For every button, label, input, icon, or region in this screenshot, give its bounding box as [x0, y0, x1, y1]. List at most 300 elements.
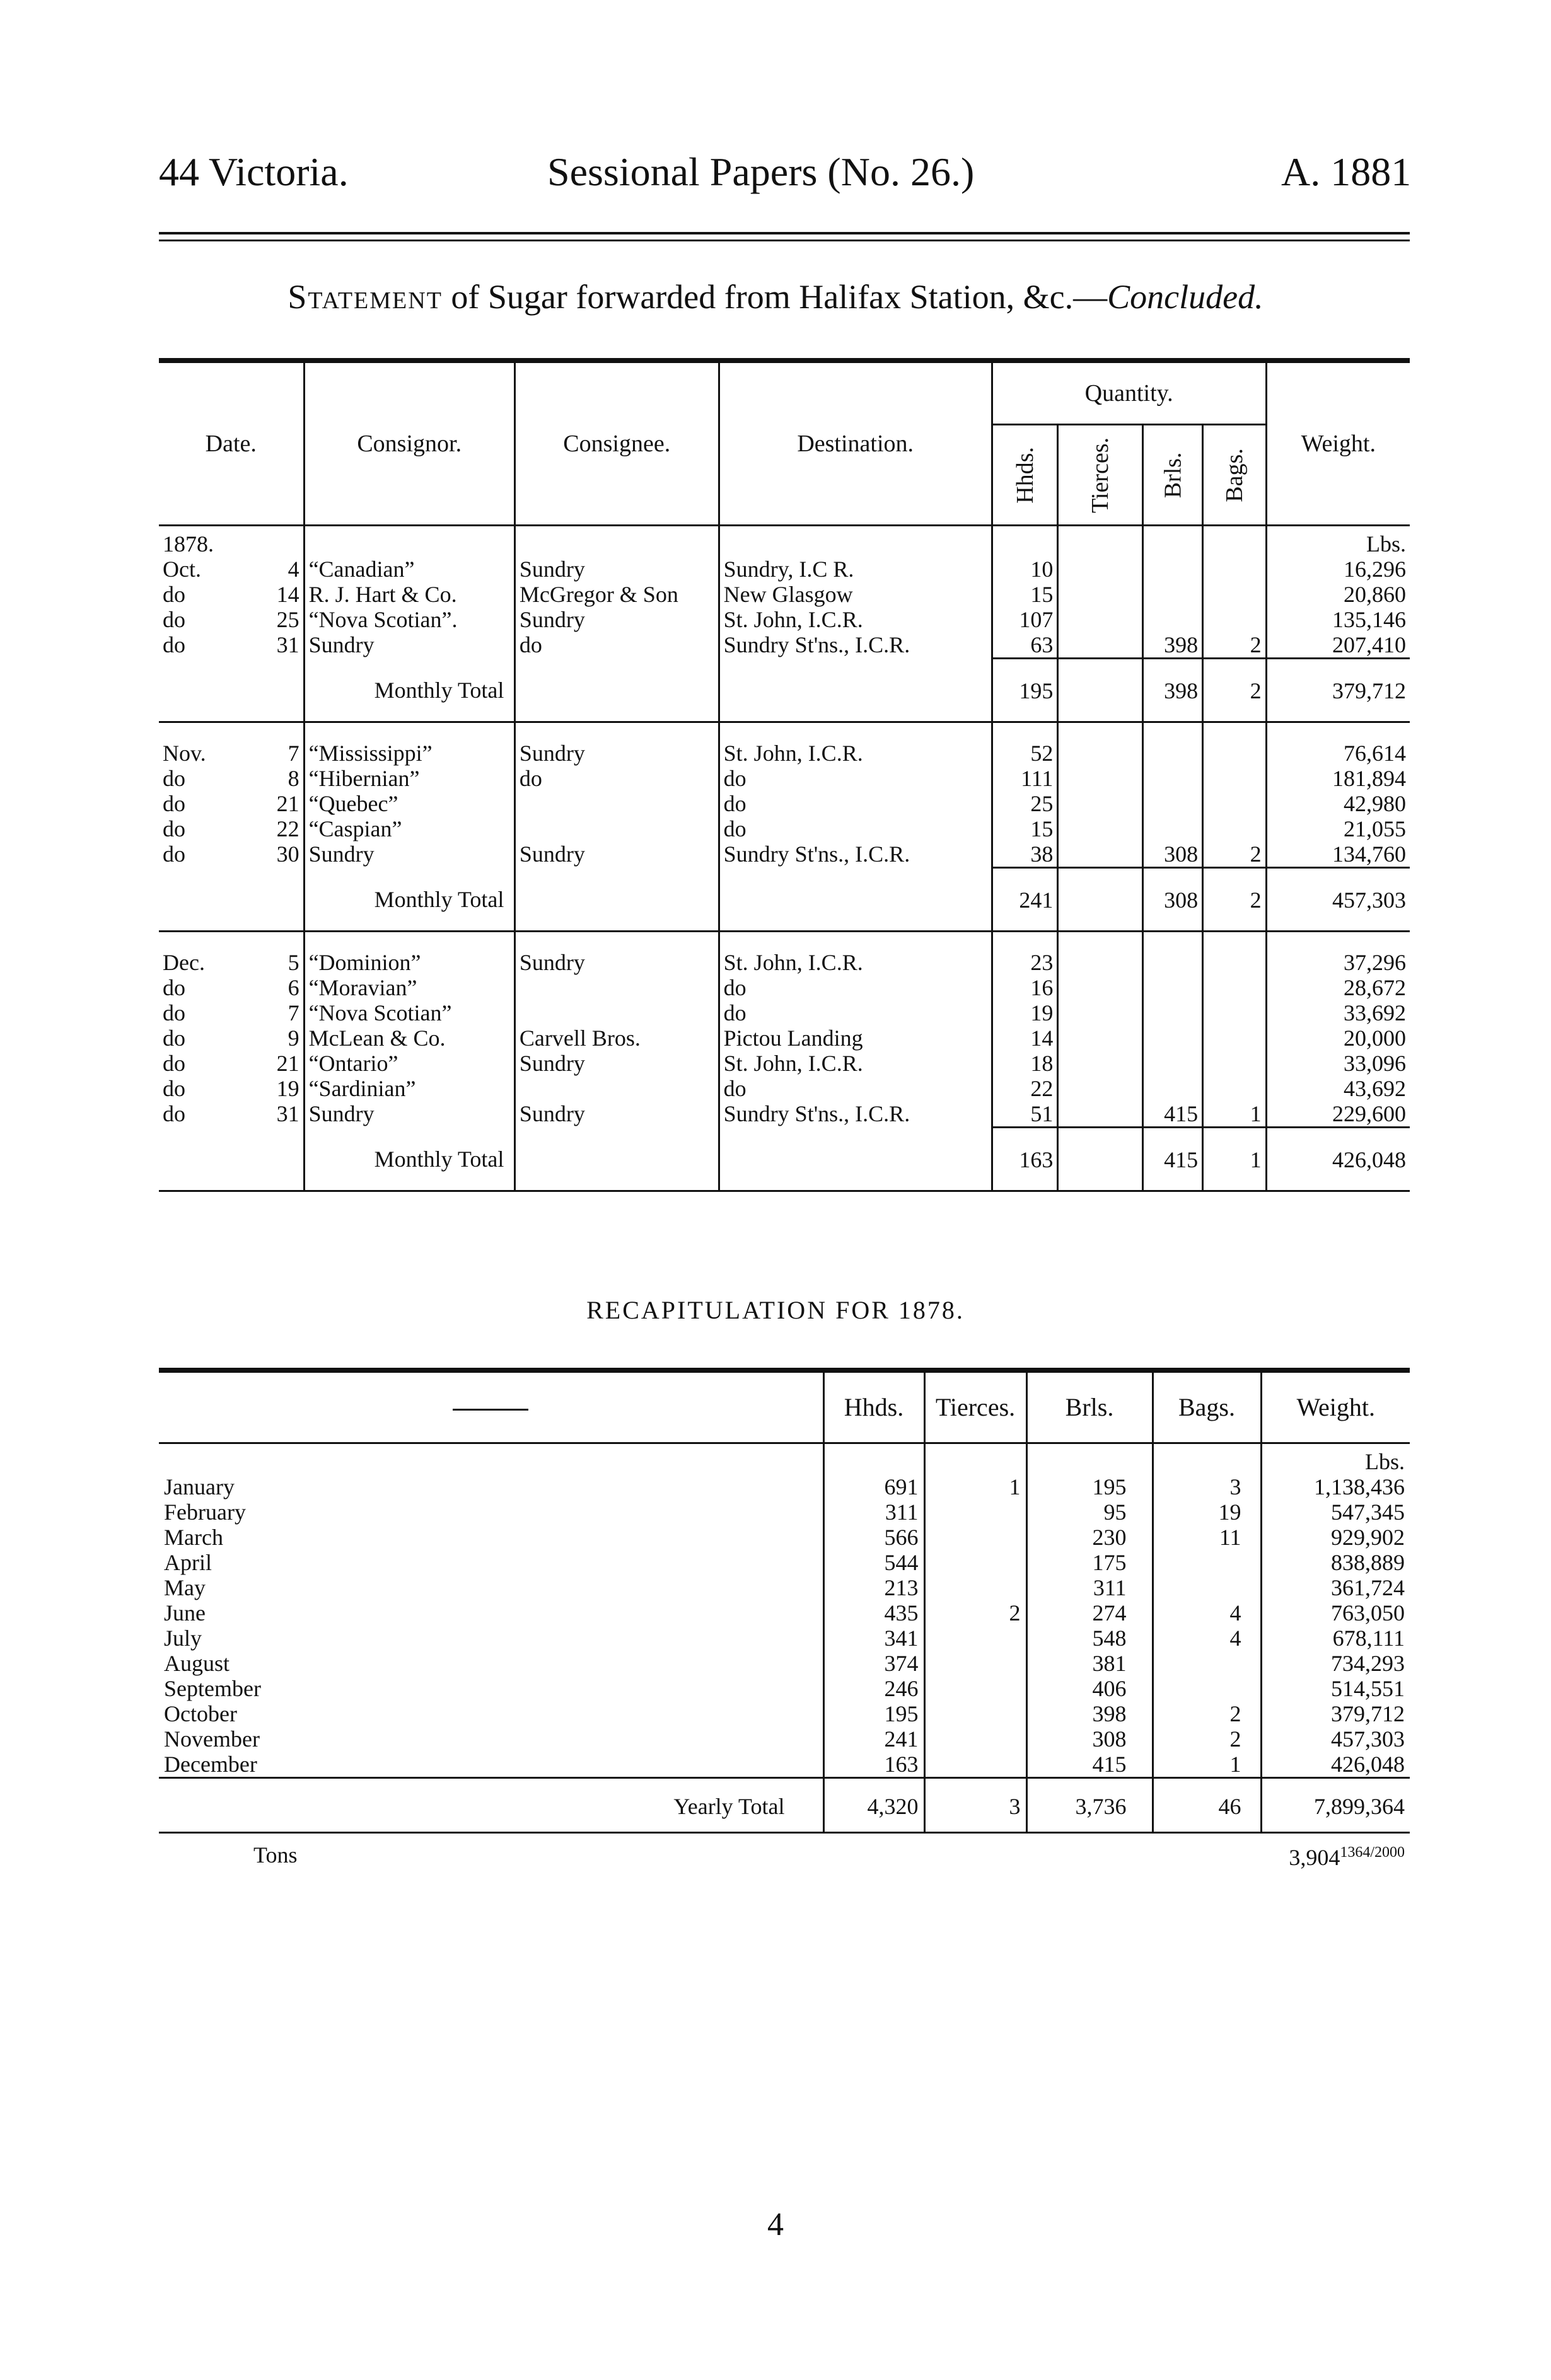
row-day: 21 — [276, 791, 299, 816]
yearly-bags: 46 — [1153, 1778, 1261, 1833]
row-brls — [1143, 766, 1203, 791]
statement-title — [0, 277, 1551, 316]
row-consignor: “Hibernian” — [304, 766, 514, 791]
recap-hhds: 341 — [823, 1626, 924, 1651]
running-head-right: A. 1881 — [1281, 149, 1412, 194]
row-day: 9 — [288, 1025, 299, 1051]
row-day: 19 — [276, 1076, 299, 1101]
row-brls: 415 — [1143, 1101, 1203, 1128]
row-bags — [1203, 607, 1267, 632]
row-hhds: 38 — [992, 841, 1058, 868]
recap-month: May — [164, 1575, 206, 1600]
recap-bags: 4 — [1153, 1626, 1261, 1651]
monthly-total-label: Monthly Total — [304, 659, 514, 722]
tons-label: Tons — [159, 1833, 1261, 1871]
recap-weight: 1,138,436 — [1261, 1474, 1410, 1499]
row-hhds: 111 — [992, 766, 1058, 791]
row-hhds: 63 — [992, 632, 1058, 659]
monthly-total-label: Monthly Total — [304, 1128, 514, 1191]
row-consignee — [514, 975, 719, 1000]
row-consignee: Carvell Bros. — [514, 1025, 719, 1051]
recap-month: February — [164, 1499, 246, 1525]
col-destination: Destination. — [719, 361, 992, 526]
col-date: Date. — [159, 361, 304, 526]
row-day: 7 — [288, 741, 299, 766]
recap-bags: 3 — [1153, 1474, 1261, 1499]
recap-unit-tierces — [924, 1443, 1026, 1475]
year-row-destination — [719, 526, 992, 557]
row-destination: Pictou Landing — [719, 1025, 992, 1051]
weight-unit: Lbs. — [1266, 526, 1410, 557]
recap-brls: 230 — [1026, 1525, 1153, 1550]
total-weight: 457,303 — [1266, 868, 1410, 932]
year-row — [159, 526, 1410, 557]
recap-weight: 514,551 — [1261, 1676, 1410, 1701]
recap-bags: 2 — [1153, 1726, 1261, 1752]
row-day: 25 — [276, 607, 299, 632]
row-consignor: “Ontario” — [304, 1051, 514, 1076]
recap-weight: 379,712 — [1261, 1701, 1410, 1726]
recap-unit-hhds — [823, 1443, 924, 1475]
title-middle: of Sugar forwarded from Halifax Station, &c.— — [451, 278, 1108, 316]
row-bags: 1 — [1203, 1101, 1267, 1128]
row-weight: 20,000 — [1266, 1025, 1410, 1051]
page-number: 4 — [767, 2207, 784, 2243]
recap-hhds: 246 — [823, 1676, 924, 1701]
row-month: do — [163, 1051, 185, 1076]
row-tierces — [1058, 1000, 1143, 1025]
shipments-table — [159, 358, 1410, 1192]
row-consignee: do — [514, 632, 719, 659]
row-brls — [1143, 932, 1203, 975]
row-consignor: “Nova Scotian” — [304, 1000, 514, 1025]
row-brls — [1143, 1076, 1203, 1101]
row-hhds: 51 — [992, 1101, 1058, 1128]
total-brls: 398 — [1143, 659, 1203, 722]
recap-brls: 274 — [1026, 1600, 1153, 1626]
row-consignor: Sundry — [304, 632, 514, 659]
recap-brls: 398 — [1026, 1701, 1153, 1726]
recap-month: July — [164, 1626, 202, 1651]
header-rule-bottom — [159, 240, 1410, 241]
row-brls: 308 — [1143, 841, 1203, 868]
recap-month: October — [164, 1701, 237, 1726]
row-bags — [1203, 1025, 1267, 1051]
total-bags: 2 — [1203, 659, 1267, 722]
row-hhds: 22 — [992, 1076, 1058, 1101]
row-month: do — [163, 582, 185, 607]
recap-month: January — [164, 1474, 235, 1499]
year-row-brls — [1143, 526, 1203, 557]
row-brls — [1143, 582, 1203, 607]
table-row — [159, 607, 1410, 632]
table-row — [159, 723, 1410, 766]
recap-tierces — [924, 1626, 1026, 1651]
recap-col-tierces: Tierces. — [924, 1370, 1026, 1443]
recap-weight: 929,902 — [1261, 1525, 1410, 1550]
row-month: do — [163, 816, 185, 841]
year-row-hhds — [992, 526, 1058, 557]
row-hhds: 16 — [992, 975, 1058, 1000]
row-brls — [1143, 791, 1203, 816]
recap-brls: 308 — [1026, 1726, 1153, 1752]
row-bags — [1203, 816, 1267, 841]
recap-weight: 678,111 — [1261, 1626, 1410, 1651]
recap-title: RECAPITULATION FOR 1878. — [586, 1296, 965, 1324]
running-head-center: Sessional Papers (No. 26.) — [547, 149, 975, 194]
row-day: 4 — [288, 557, 299, 582]
row-month: do — [163, 1076, 185, 1101]
row-bags — [1203, 932, 1267, 975]
recap-brls: 548 — [1026, 1626, 1153, 1651]
row-weight: 33,096 — [1266, 1051, 1410, 1076]
row-destination: do — [719, 1000, 992, 1025]
total-brls: 415 — [1143, 1128, 1203, 1191]
row-weight: 20,860 — [1266, 582, 1410, 607]
row-hhds: 15 — [992, 582, 1058, 607]
recap-col-blank — [159, 1370, 823, 1443]
recap-row — [159, 1676, 1410, 1701]
row-destination: do — [719, 816, 992, 841]
row-weight: 43,692 — [1266, 1076, 1410, 1101]
recap-month: December — [164, 1752, 257, 1777]
row-consignee — [514, 1076, 719, 1101]
recap-hhds: 544 — [823, 1550, 924, 1575]
row-weight: 37,296 — [1266, 932, 1410, 975]
row-destination: do — [719, 791, 992, 816]
row-day: 31 — [276, 632, 299, 657]
row-tierces — [1058, 816, 1143, 841]
recap-tierces — [924, 1525, 1026, 1550]
table-row — [159, 975, 1410, 1000]
col-quantity: Quantity. — [992, 361, 1266, 425]
yearly-tierces: 3 — [924, 1778, 1026, 1833]
row-consignor: “Nova Scotian”. — [304, 607, 514, 632]
row-hhds: 107 — [992, 607, 1058, 632]
row-day: 8 — [288, 766, 299, 791]
recap-row — [159, 1550, 1410, 1575]
row-brls — [1143, 557, 1203, 582]
recap-weight: 426,048 — [1261, 1752, 1410, 1778]
row-day: 30 — [276, 841, 299, 867]
col-consignor: Consignor. — [304, 361, 514, 526]
table-row — [159, 766, 1410, 791]
recap-bags — [1153, 1575, 1261, 1600]
row-destination: Sundry St'ns., I.C.R. — [719, 841, 992, 868]
row-tierces — [1058, 582, 1143, 607]
yearly-hhds: 4,320 — [823, 1778, 924, 1833]
row-consignee: Sundry — [514, 1051, 719, 1076]
recap-tierces — [924, 1701, 1026, 1726]
row-weight: 76,614 — [1266, 723, 1410, 766]
row-consignee: Sundry — [514, 557, 719, 582]
recap-row — [159, 1600, 1410, 1626]
table-row — [159, 1000, 1410, 1025]
total-tierces — [1058, 868, 1143, 932]
recap-weight: 361,724 — [1261, 1575, 1410, 1600]
recap-weight: 763,050 — [1261, 1600, 1410, 1626]
col-bags: Bags. — [1221, 448, 1248, 502]
total-weight: 426,048 — [1266, 1128, 1410, 1191]
row-hhds: 14 — [992, 1025, 1058, 1051]
total-consignee — [514, 659, 719, 722]
row-consignee: Sundry — [514, 607, 719, 632]
row-consignee: Sundry — [514, 841, 719, 868]
row-destination: St. John, I.C.R. — [719, 932, 992, 975]
total-hhds: 241 — [992, 868, 1058, 932]
recap-tierces — [924, 1726, 1026, 1752]
table-row — [159, 816, 1410, 841]
row-month: do — [163, 975, 185, 1000]
total-destination — [719, 659, 992, 722]
monthly-total-row — [159, 659, 1410, 722]
row-consignee — [514, 1000, 719, 1025]
row-tierces — [1058, 766, 1143, 791]
recap-bags: 2 — [1153, 1701, 1261, 1726]
recap-tierces: 2 — [924, 1600, 1026, 1626]
row-day: 7 — [288, 1000, 299, 1025]
recap-tierces — [924, 1651, 1026, 1676]
table-row — [159, 632, 1410, 659]
row-day: 31 — [276, 1101, 299, 1126]
recap-row — [159, 1499, 1410, 1525]
recap-month: November — [164, 1726, 260, 1752]
row-hhds: 52 — [992, 723, 1058, 766]
row-tierces — [1058, 1101, 1143, 1128]
row-destination: do — [719, 1076, 992, 1101]
row-month: do — [163, 1025, 185, 1051]
row-weight: 207,410 — [1266, 632, 1410, 659]
row-tierces — [1058, 1025, 1143, 1051]
row-weight: 135,146 — [1266, 607, 1410, 632]
row-consignor: “Caspian” — [304, 816, 514, 841]
row-hhds: 10 — [992, 557, 1058, 582]
row-day: 14 — [276, 582, 299, 607]
recap-unit-blank — [159, 1443, 823, 1475]
tons-fraction: 1364/2000 — [1340, 1844, 1405, 1861]
recap-hhds: 195 — [823, 1701, 924, 1726]
recap-month: June — [164, 1600, 206, 1626]
recap-row — [159, 1651, 1410, 1676]
row-weight: 16,296 — [1266, 557, 1410, 582]
row-bags: 2 — [1203, 841, 1267, 868]
row-consignor: “Sardinian” — [304, 1076, 514, 1101]
tons-value-cell — [1261, 1833, 1410, 1871]
row-month: do — [163, 791, 185, 816]
recap-bags — [1153, 1651, 1261, 1676]
table-row — [159, 1051, 1410, 1076]
row-bags — [1203, 1076, 1267, 1101]
total-consignee — [514, 868, 719, 932]
row-weight: 21,055 — [1266, 816, 1410, 841]
row-tierces — [1058, 1076, 1143, 1101]
table-row — [159, 582, 1410, 607]
recap-hhds: 691 — [823, 1474, 924, 1499]
total-blank — [159, 868, 304, 932]
total-weight: 379,712 — [1266, 659, 1410, 722]
row-day: 5 — [288, 950, 299, 975]
row-destination: St. John, I.C.R. — [719, 723, 992, 766]
recap-unit-brls — [1026, 1443, 1153, 1475]
table-row — [159, 932, 1410, 975]
table-row — [159, 1025, 1410, 1051]
row-destination: do — [719, 975, 992, 1000]
row-day: 21 — [276, 1051, 299, 1076]
recap-weight: 547,345 — [1261, 1499, 1410, 1525]
recap-bags: 1 — [1153, 1752, 1261, 1778]
recap-col-brls: Brls. — [1026, 1370, 1153, 1443]
row-weight: 28,672 — [1266, 975, 1410, 1000]
year-label: 1878. — [159, 526, 304, 557]
total-hhds: 163 — [992, 1128, 1058, 1191]
row-tierces — [1058, 841, 1143, 868]
year-row-consignee — [514, 526, 719, 557]
recap-hhds: 163 — [823, 1752, 924, 1778]
row-brls — [1143, 975, 1203, 1000]
row-bags — [1203, 975, 1267, 1000]
col-tierces: Tierces. — [1087, 437, 1114, 513]
row-hhds: 19 — [992, 1000, 1058, 1025]
recap-unit-row — [159, 1443, 1410, 1475]
recap-brls: 415 — [1026, 1752, 1153, 1778]
row-weight: 229,600 — [1266, 1101, 1410, 1128]
row-consignor: “Moravian” — [304, 975, 514, 1000]
col-weight: Weight. — [1266, 361, 1410, 526]
row-weight: 181,894 — [1266, 766, 1410, 791]
row-tierces — [1058, 557, 1143, 582]
row-destination: St. John, I.C.R. — [719, 607, 992, 632]
row-hhds: 23 — [992, 932, 1058, 975]
recap-weight: 838,889 — [1261, 1550, 1410, 1575]
row-destination: do — [719, 766, 992, 791]
row-month: Oct. — [163, 557, 201, 582]
yearly-total-row — [159, 1778, 1410, 1833]
recap-tierces — [924, 1752, 1026, 1778]
row-bags — [1203, 766, 1267, 791]
year-row-tierces — [1058, 526, 1143, 557]
row-consignor: Sundry — [304, 1101, 514, 1128]
row-month: do — [163, 607, 185, 632]
yearly-total-label: Yearly Total — [159, 1778, 823, 1833]
total-destination — [719, 868, 992, 932]
row-month: do — [163, 1101, 185, 1126]
recap-brls: 95 — [1026, 1499, 1153, 1525]
total-destination — [719, 1128, 992, 1191]
recap-month: September — [164, 1676, 261, 1701]
total-tierces — [1058, 1128, 1143, 1191]
col-brls: Brls. — [1159, 452, 1187, 498]
recap-header-row — [159, 1370, 1410, 1443]
recap-row — [159, 1525, 1410, 1550]
row-destination: Sundry St'ns., I.C.R. — [719, 1101, 992, 1128]
recap-row — [159, 1474, 1410, 1499]
recap-bags: 19 — [1153, 1499, 1261, 1525]
recap-month: March — [164, 1525, 223, 1550]
running-head-left: 44 Victoria. — [159, 149, 349, 194]
row-bags — [1203, 557, 1267, 582]
table-row — [159, 1101, 1410, 1128]
recap-tierces — [924, 1575, 1026, 1600]
row-brls — [1143, 723, 1203, 766]
row-brls — [1143, 816, 1203, 841]
total-blank — [159, 1128, 304, 1191]
row-brls — [1143, 1051, 1203, 1076]
row-tierces — [1058, 1051, 1143, 1076]
row-day: 22 — [276, 816, 299, 841]
recap-tierces: 1 — [924, 1474, 1026, 1499]
row-destination: Sundry, I.C R. — [719, 557, 992, 582]
title-tail: Concluded. — [1107, 278, 1263, 316]
row-tierces — [1058, 932, 1143, 975]
recap-bags: 4 — [1153, 1600, 1261, 1626]
recap-hhds: 435 — [823, 1600, 924, 1626]
row-month: do — [163, 632, 185, 657]
row-tierces — [1058, 791, 1143, 816]
recap-tierces — [924, 1550, 1026, 1575]
recap-unit-bags — [1153, 1443, 1261, 1475]
table-row — [159, 1076, 1410, 1101]
row-tierces — [1058, 632, 1143, 659]
row-hhds: 15 — [992, 816, 1058, 841]
row-tierces — [1058, 723, 1143, 766]
table-row — [159, 841, 1410, 868]
monthly-total-row — [159, 868, 1410, 932]
row-day: 6 — [288, 975, 299, 1000]
recap-brls: 311 — [1026, 1575, 1153, 1600]
row-bags: 2 — [1203, 632, 1267, 659]
recap-row — [159, 1626, 1410, 1651]
recap-bags: 11 — [1153, 1525, 1261, 1550]
row-consignee — [514, 816, 719, 841]
row-weight: 33,692 — [1266, 1000, 1410, 1025]
row-consignor: R. J. Hart & Co. — [304, 582, 514, 607]
row-bags — [1203, 582, 1267, 607]
row-weight: 42,980 — [1266, 791, 1410, 816]
recap-tierces — [924, 1499, 1026, 1525]
year-row-bags — [1203, 526, 1267, 557]
col-hhds: Hhds. — [1011, 446, 1038, 504]
row-consignor: “Mississippi” — [304, 723, 514, 766]
recap-hhds: 374 — [823, 1651, 924, 1676]
tons-row — [159, 1833, 1410, 1871]
row-consignee — [514, 791, 719, 816]
recap-brls: 175 — [1026, 1550, 1153, 1575]
row-tierces — [1058, 607, 1143, 632]
row-hhds: 25 — [992, 791, 1058, 816]
recap-bags — [1153, 1676, 1261, 1701]
total-hhds: 195 — [992, 659, 1058, 722]
table-row — [159, 557, 1410, 582]
row-bags — [1203, 723, 1267, 766]
yearly-brls: 3,736 — [1026, 1778, 1153, 1833]
row-hhds: 18 — [992, 1051, 1058, 1076]
row-destination: St. John, I.C.R. — [719, 1051, 992, 1076]
total-tierces — [1058, 659, 1143, 722]
row-destination: Sundry St'ns., I.C.R. — [719, 632, 992, 659]
total-bags: 1 — [1203, 1128, 1267, 1191]
row-month: do — [163, 766, 185, 791]
total-brls: 308 — [1143, 868, 1203, 932]
row-consignor: McLean & Co. — [304, 1025, 514, 1051]
tons-value: 3,904 — [1289, 1845, 1340, 1870]
header-rule-top — [159, 232, 1410, 234]
row-month: Nov. — [163, 741, 206, 766]
row-consignor: “Canadian” — [304, 557, 514, 582]
col-consignee: Consignee. — [514, 361, 719, 526]
recap-row — [159, 1726, 1410, 1752]
recap-row — [159, 1575, 1410, 1600]
total-blank — [159, 659, 304, 722]
